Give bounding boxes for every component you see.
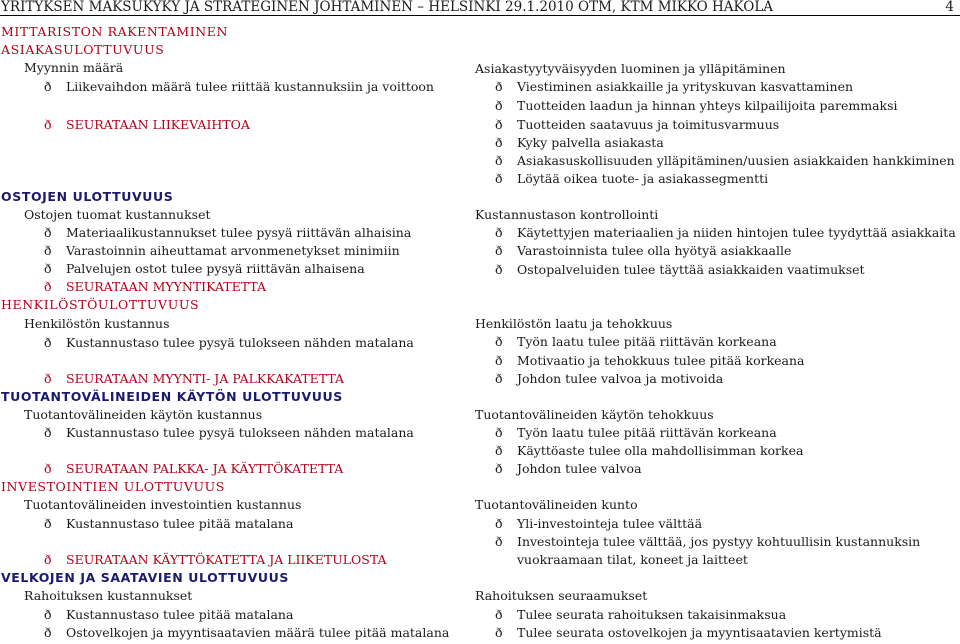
subheading-ostojen-kustannukset: Ostojen tuomat kustannukset	[24, 207, 211, 222]
list-item-text: Kustannustaso tulee pysyä tulokseen nähden matalana	[66, 425, 414, 440]
list-item	[44, 261, 365, 277]
action-text: SEURATAAN PALKKA- JA KÄYTTÖKATETTA	[66, 461, 344, 476]
bullet-icon: ð	[495, 153, 503, 168]
list-item-text: Käyttöaste tulee olla mahdollisimman korkea	[517, 443, 804, 458]
bullet-icon: ð	[495, 135, 503, 150]
list-item	[495, 171, 768, 187]
subheading-tuotantovalineiden-kunto: Tuotantovälineiden kunto	[475, 497, 638, 512]
subheading-asiakastyytyvaisyys: Asiakastyytyväisyyden luominen ja ylläpitäminen	[475, 61, 786, 76]
list-item-text: Viestiminen asiakkaille ja yrityskuvan kasvattaminen	[517, 79, 854, 94]
bullet-icon: ð	[495, 534, 503, 549]
bullet-icon: ð	[495, 443, 503, 458]
list-item-text: Palvelujen ostot tulee pysyä riittävän alhaisena	[66, 261, 365, 276]
list-item-text: Tuotteiden saatavuus ja toimitusvarmuus	[517, 117, 780, 132]
list-item-text: Liikevaihdon määrä tulee riittää kustannuksiin ja voittoon	[66, 79, 434, 94]
heading-tuotantovalineiden-kayton-ulottuvuus: TUOTANTOVÄLINEIDEN KÄYTÖN ULOTTUVUUS	[1, 389, 343, 404]
action-item	[44, 552, 387, 568]
list-item-text: Kyky palvella asiakasta	[517, 135, 664, 150]
bullet-icon: ð	[495, 461, 503, 476]
bullet-icon: ð	[44, 625, 52, 640]
list-item-text: Kustannustaso tulee pitää matalana	[66, 607, 294, 622]
bullet-icon: ð	[495, 353, 503, 368]
list-item	[44, 425, 414, 441]
list-item	[44, 335, 414, 351]
bullet-icon: ð	[44, 461, 52, 476]
list-item	[495, 225, 956, 241]
subheading-henkiloston-kustannus: Henkilöstön kustannus	[24, 316, 170, 331]
bullet-icon: ð	[495, 98, 503, 113]
list-item	[495, 625, 882, 641]
list-item-text: Asiakasuskollisuuden ylläpitäminen/uusien asiakkaiden hankkiminen	[517, 153, 955, 168]
list-item-text: Löytää oikea tuote- ja asiakassegmentti	[517, 171, 769, 186]
page-header	[0, 0, 960, 18]
list-item-text: Varastoinnista tulee olla hyötyä asiakkaalle	[517, 243, 792, 258]
list-item	[495, 607, 786, 623]
bullet-icon: ð	[495, 225, 503, 240]
bullet-icon: ð	[495, 607, 503, 622]
list-item-text: Johdon tulee valvoa	[517, 461, 642, 476]
action-text: SEURATAAN MYYNTIKATETTA	[66, 279, 266, 294]
bullet-icon: ð	[44, 335, 52, 350]
list-item	[495, 98, 898, 114]
list-item-text: Materiaalikustannukset tulee pysyä riittävän alhaisina	[66, 225, 412, 240]
list-item-text: Työn laatu tulee pitää riittävän korkeana	[517, 425, 777, 440]
bullet-icon: ð	[495, 243, 503, 258]
list-item	[44, 516, 293, 532]
heading-velkojen-ja-saatavien-ulottuvuus: VELKOJEN JA SAATAVIEN ULOTTUVUUS	[1, 570, 290, 585]
bullet-icon: ð	[44, 516, 52, 531]
list-item	[495, 461, 642, 477]
list-item-text: Yli-investointeja tulee välttää	[517, 516, 703, 531]
bullet-icon: ð	[44, 243, 52, 258]
subheading-myynnin-maara: Myynnin määrä	[24, 60, 124, 75]
subheading-kustannustason-kontrollointi: Kustannustason kontrollointi	[475, 207, 659, 222]
list-item	[44, 79, 434, 95]
list-item-text: Tuotteiden laadun ja hinnan yhteys kilpailijoita paremmaksi	[517, 98, 898, 113]
header-rule	[0, 15, 960, 16]
bullet-icon: ð	[44, 225, 52, 240]
list-item-text: Tulee seurata rahoituksen takaisinmaksua	[517, 607, 787, 622]
bullet-icon: ð	[495, 516, 503, 531]
subheading-henkiloston-laatu: Henkilöstön laatu ja tehokkuus	[475, 316, 673, 331]
list-item	[495, 334, 777, 350]
bullet-icon: ð	[495, 334, 503, 349]
list-item	[495, 153, 955, 169]
list-item	[44, 243, 400, 259]
list-item	[495, 425, 777, 441]
list-item-text: Työn laatu tulee pitää riittävän korkeana	[517, 334, 777, 349]
list-item-text: Käytettyjen materiaalien ja niiden hintojen tulee tyydyttää asiakkaita	[517, 225, 956, 240]
bullet-icon: ð	[44, 607, 52, 622]
header-title: YRITYKSEN MAKSUKYKY JA STRATEGINEN JOHTAMINEN – HELSINKI 29.1.2010 OTM, KTM MIKKO HAKOLA	[1, 0, 774, 15]
list-item	[495, 443, 803, 459]
bullet-icon: ð	[495, 371, 503, 386]
action-item	[44, 279, 266, 295]
heading-investointien-ulottuvuus: INVESTOINTIEN ULOTTUVUUS	[1, 479, 225, 494]
list-item-text: Motivaatio ja tehokkuus tulee pitää korkeana	[517, 353, 805, 368]
bullet-icon: ð	[44, 79, 52, 94]
bullet-icon: ð	[44, 425, 52, 440]
action-text: SEURATAAN LIIKEVAIHTOA	[66, 117, 250, 132]
subheading-rahoituksen-kustannukset: Rahoituksen kustannukset	[24, 588, 193, 603]
list-item	[44, 607, 293, 623]
action-item	[44, 117, 250, 133]
list-item-text: Kustannustaso tulee pysyä tulokseen nähden matalana	[66, 335, 414, 350]
bullet-icon: ð	[495, 625, 503, 640]
list-item	[495, 534, 920, 550]
list-item-text: Investointeja tulee välttää, jos pystyy kohtuullisin kustannuksin	[517, 534, 921, 549]
list-item-text: Kustannustaso tulee pitää matalana	[66, 516, 294, 531]
action-text: SEURATAAN KÄYTTÖKATETTA JA LIIKETULOSTA	[66, 552, 387, 567]
page-number: 4	[945, 0, 954, 15]
bullet-icon: ð	[495, 79, 503, 94]
list-item-text: Ostovelkojen ja myyntisaatavien määrä tulee pitää matalana	[66, 625, 450, 640]
heading-asiakasulottuvuus: ASIAKASULOTTUVUUS	[1, 42, 165, 57]
list-item-text: Varastoinnin aiheuttamat arvonmenetykset minimiin	[66, 243, 400, 258]
list-item	[495, 135, 664, 151]
bullet-icon: ð	[44, 371, 52, 386]
list-item-text: Ostopalveluiden tulee täyttää asiakkaiden vaatimukset	[517, 262, 865, 277]
heading-mittariston-rakentaminen: MITTARISTON RAKENTAMINEN	[1, 24, 229, 39]
action-item	[44, 371, 344, 387]
bullet-icon: ð	[495, 262, 503, 277]
list-item	[44, 625, 449, 641]
bullet-icon: ð	[44, 261, 52, 276]
list-item	[495, 516, 702, 532]
action-item	[44, 461, 343, 477]
subheading-rahoituksen-seuraamukset: Rahoituksen seuraamukset	[475, 588, 648, 603]
bullet-icon: ð	[44, 552, 52, 567]
heading-henkilostoulottuvuus: HENKILÖSTÖULOTTUVUUS	[1, 297, 200, 312]
bullet-icon: ð	[495, 425, 503, 440]
list-item	[495, 353, 805, 369]
list-item-text: Johdon tulee valvoa ja motivoida	[517, 371, 724, 386]
subheading-tuotantovalineiden-kayton-kustannus: Tuotantovälineiden käytön kustannus	[24, 407, 263, 422]
list-item-continuation: vuokraamaan tilat, koneet ja laitteet	[517, 552, 748, 567]
bullet-icon: ð	[495, 171, 503, 186]
subheading-investointien-kustannus: Tuotantovälineiden investointien kustannus	[24, 497, 302, 512]
bullet-icon: ð	[44, 279, 52, 294]
list-item	[495, 243, 791, 259]
bullet-icon: ð	[495, 117, 503, 132]
list-item	[44, 225, 411, 241]
list-item	[495, 79, 853, 95]
list-item	[495, 371, 723, 387]
list-item	[495, 117, 779, 133]
action-text: SEURATAAN MYYNTI- JA PALKKAKATETTA	[66, 371, 344, 386]
list-item	[495, 262, 865, 278]
heading-ostojen-ulottuvuus: OSTOJEN ULOTTUVUUS	[1, 189, 174, 204]
subheading-kayton-tehokkuus: Tuotantovälineiden käytön tehokkuus	[475, 407, 714, 422]
list-item-text: Tulee seurata ostovelkojen ja myyntisaatavien kertymistä	[517, 625, 882, 640]
bullet-icon: ð	[44, 117, 52, 132]
